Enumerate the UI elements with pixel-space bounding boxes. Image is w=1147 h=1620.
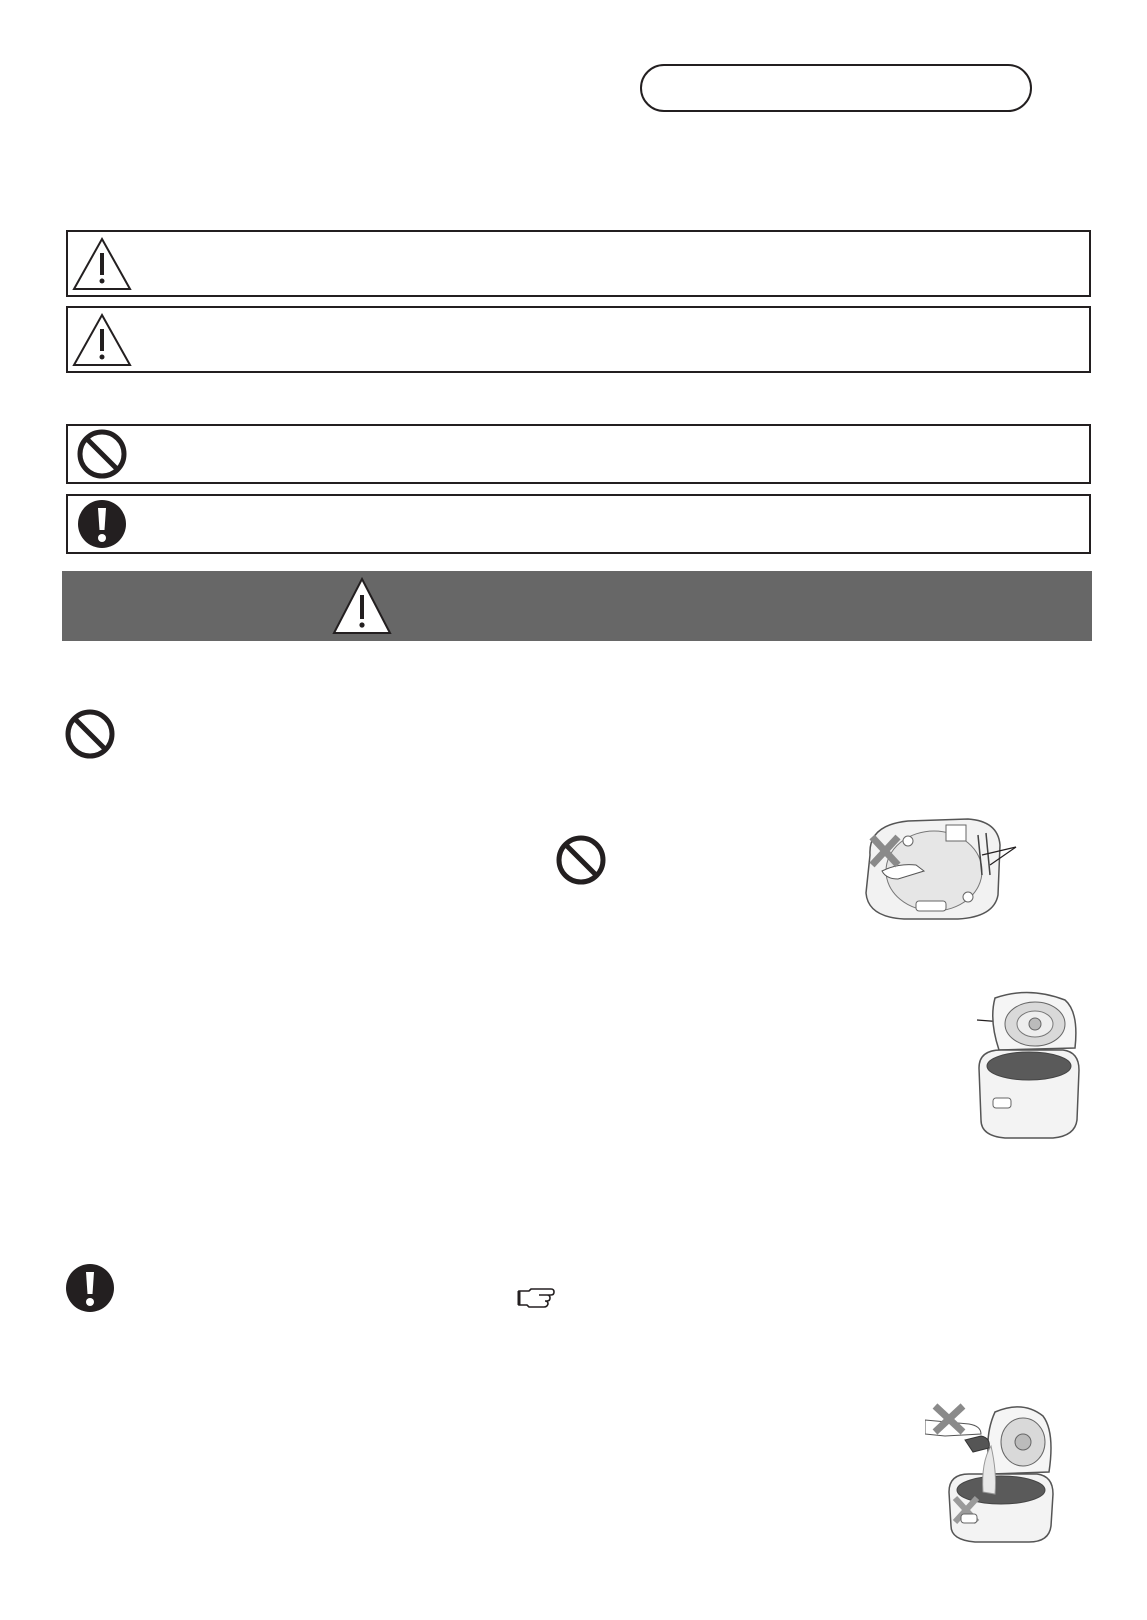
warning-banner [62,571,1092,641]
warning-triangle-icon [331,576,393,636]
prohibition-icon [555,834,607,886]
cooker-open-lid-illustration [975,990,1083,1140]
cooker-bottom-illustration [858,815,1036,921]
prohibition-icon [68,428,136,480]
legend-prohibited [66,424,1091,484]
mandatory-exclamation-icon [64,1262,116,1314]
prohibition-icon [64,708,116,760]
mandatory-exclamation-icon [68,498,136,550]
page-title-pill [640,64,1032,112]
legend-mandatory [66,494,1091,554]
warning-triangle-icon [68,236,136,292]
legend-warning [66,230,1091,297]
legend-caution [66,306,1091,373]
warning-triangle-icon [68,312,136,368]
pointing-hand-icon [517,1287,555,1309]
steam-hazard-illustration [925,1402,1061,1544]
